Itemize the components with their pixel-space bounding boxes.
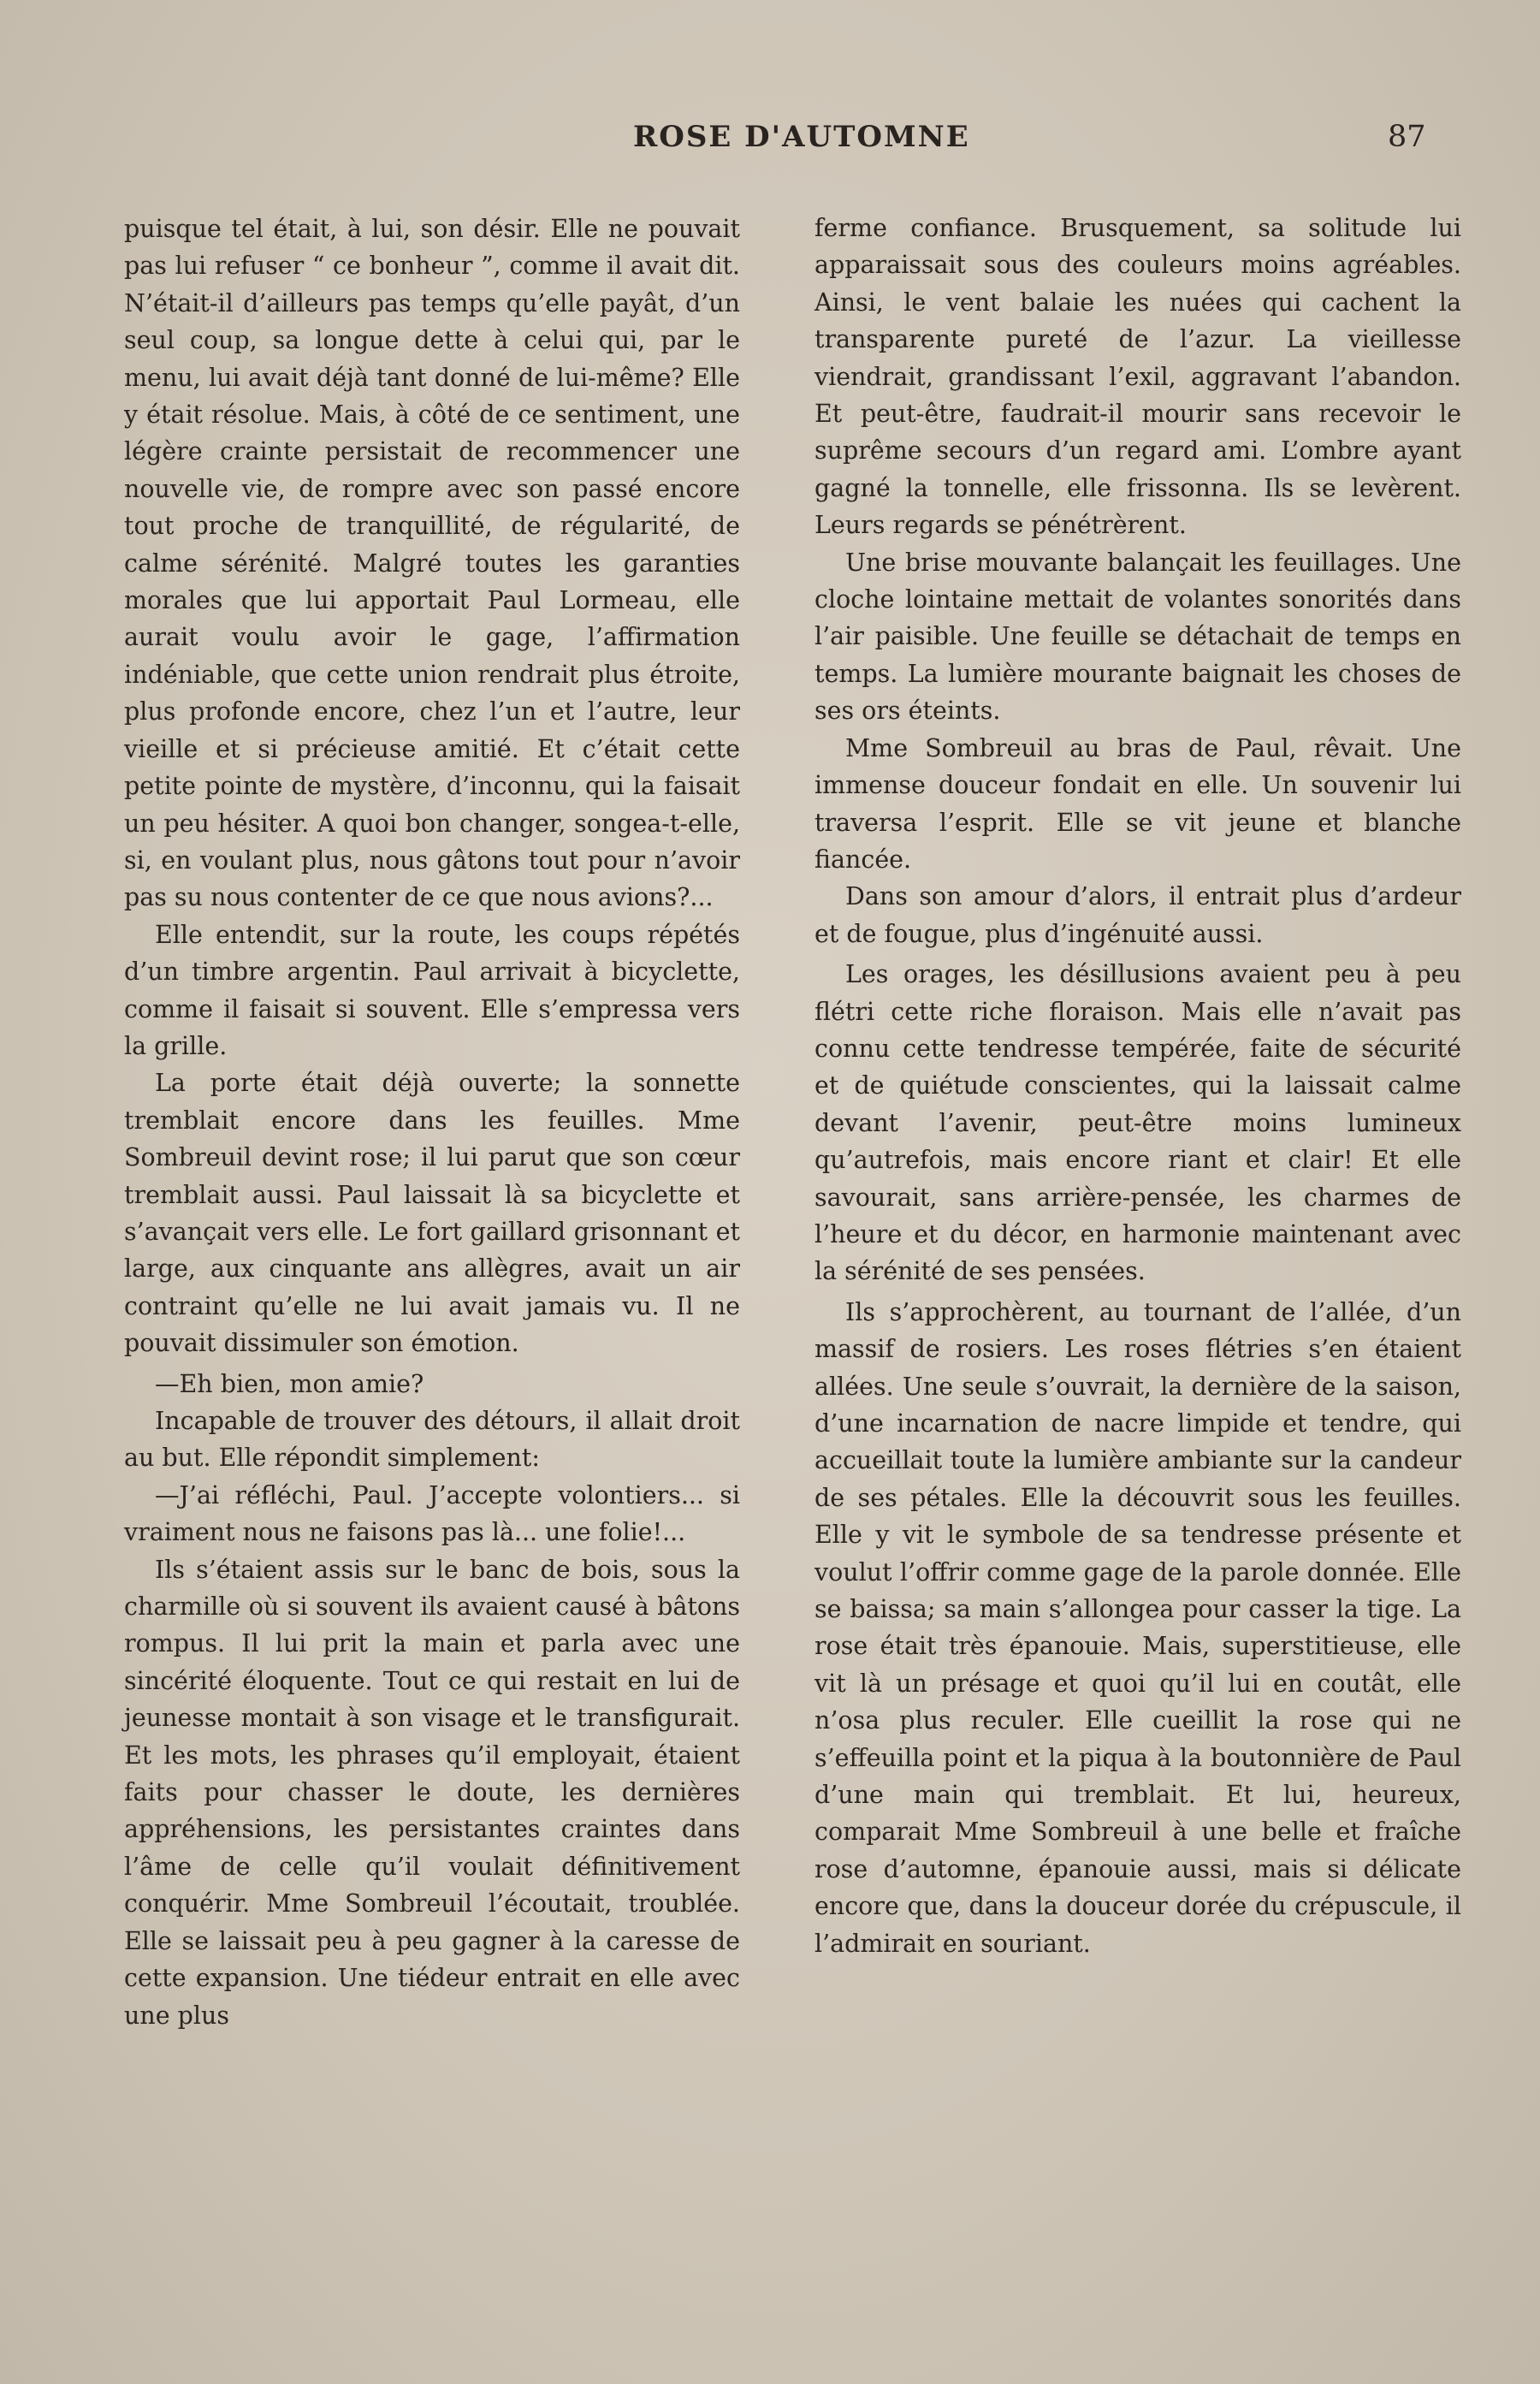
paragraph: puisque tel était, à lui, son désir. Elle ne pouvait pas lui refuser “ ce bonheur ”, comme il avait dit. N’était-il d’ailleurs pas temps qu’elle payât, d’un seul coup, sa longue dette à celui qui, par le menu, lui avait déjà tant donné de lui-même? Elle y était résolue. Mais, à côté de ce sentiment, une légère crainte persistait de recommencer une nouvelle vie, de rompre avec son passé encore tout proche de tranquillité, de régularité, de calme sérénité. Malgré toutes les garanties morales que lui apportait Paul Lormeau, elle aurait voulu avoir le gage, l’affirmation indéniable, que cette union rendrait plus étroite, plus profonde encore, chez l’un et l’autre, leur vieille et si précieuse amitié. Et c’était cette petite pointe de mystère, d’inconnu, qui la faisait un peu hésiter. A quoi bon changer, songea-t-elle, si, en voulant plus, nous gâtons tout pour n’avoir pas su nous contenter de ce que nous avions?... — [124, 215, 740, 912]
paragraph: Les orages, les désillusions avaient peu à peu flétri cette riche floraison. Mais elle n’avait pas connu cette tendresse tempérée, faite de sécurité et de quiétude conscientes, qui la laissait calme devant l’avenir, peut-être moins lumineux qu’autrefois, mais encore riant et clair! Et elle savourait, sans arrière-pensée, les charmes de l’heure et du décor, en harmonie maintenant avec la sérénité de ses pensées. — [814, 960, 1461, 1286]
running-title: ROSE D'AUTOMNE — [633, 120, 970, 154]
paragraph: Elle entendit, sur la route, les coups répétés d’un timbre argentin. Paul arrivait à bicyclette, comme il faisait si souvent. Elle s’empressa vers la grille. — [124, 920, 740, 1060]
right-column — [814, 210, 1461, 1962]
paragraph: ferme confiance. Brusquement, sa solitude lui apparaissait sous des couleurs moins agréables. Ainsi, le vent balaie les nuées qui cachent la transparente pureté de l’azur. La vieillesse viendrait, grandissant l’exil, aggravant l’abandon. Et peut-être, faudrait-il mourir sans recevoir le suprême secours d’un regard ami. L’ombre ayant gagné la tonnelle, elle frissonna. Ils se levèrent. Leurs regards se pénétrèrent. — [814, 214, 1461, 540]
paragraph: La porte était déjà ouverte; la sonnette tremblait encore dans les feuilles. Mme Sombreuil devint rose; il lui parut que son cœur tremblait aussi. Paul laissait là sa bicyclette et s’avançait vers elle. Le fort gaillard grisonnant et large, aux cinquante ans allègres, avait un air contraint qu’elle ne lui avait jamais vu. Il ne pouvait dissimuler son émotion. — [124, 1069, 740, 1358]
page-number: 87 — [1388, 120, 1426, 154]
paragraph: Une brise mouvante balançait les feuillages. Une cloche lointaine mettait de volantes sonorités dans l’air paisible. Une feuille se détachait de temps en temps. La lumière mourante baignait les choses de ses ors éteints. — [814, 548, 1461, 726]
dialogue-line: —Eh bien, mon amie? — [155, 1369, 424, 1398]
paragraph: Dans son amour d’alors, il entrait plus d’ardeur et de fougue, plus d’ingénuité aussi. — [814, 882, 1461, 948]
left-column — [124, 211, 740, 2034]
paragraph: Incapable de trouver des détours, il allait droit au but. Elle répondit simplement: — [124, 1407, 740, 1473]
dialogue-line: —J’ai réfléchi, Paul. J’accepte volontiers... si vraiment nous ne faisons pas là... une folie!... — [124, 1480, 740, 1547]
paragraph: Ils s’approchèrent, au tournant de l’allée, d’un massif de rosiers. Les roses flétries s’en étaient allées. Une seule s’ouvrait, la dernière de la saison, d’une incarnation de nacre limpide et tendre, qui accueillait toute la lumière ambiante sur la candeur de ses pétales. Elle la découvrit sous les feuilles. Elle y vit le symbole de sa tendresse présente et voulut l’offrir comme gage de la parole donnée. Elle se baissa; sa main s’allongea pour casser la tige. La rose était très épanouie. Mais, superstitieuse, elle vit là un présage et quoi qu’il lui en coutât, elle n’osa plus reculer. Elle cueillit la rose qui ne s’effeuilla point et la piqua à la boutonnière de Paul d’une main qui tremblait. Et lui, heureux, comparait Mme Sombreuil à une belle et fraîche rose d’automne, épanouie aussi, mais si délicate encore que, dans la douceur dorée du crépuscule, il l’admirait en souriant. — [814, 1297, 1461, 1958]
paragraph: Mme Sombreuil au bras de Paul, rêvait. Une immense douceur fondait en elle. Un souvenir lui traversa l’esprit. Elle se vit jeune et blanche fiancée. — [814, 733, 1461, 874]
paragraph: Ils s’étaient assis sur le banc de bois, sous la charmille où si souvent ils avaient causé à bâtons rompus. Il lui prit la main et parla avec une sincérité éloquente. Tout ce qui restait en lui de jeunesse montait à son visage et le transfigurait. Et les mots, les phrases qu’il employait, étaient faits pour chasser le doute, les dernières appréhensions, les persistantes craintes dans l’âme de celle qu’il voulait définitivement conquérir. Mme Sombreuil l’écoutait, troublée. Elle se laissait peu à peu gagner à la caresse de cette expansion. Une tiédeur entrait en elle avec une plus — [124, 1555, 740, 2030]
